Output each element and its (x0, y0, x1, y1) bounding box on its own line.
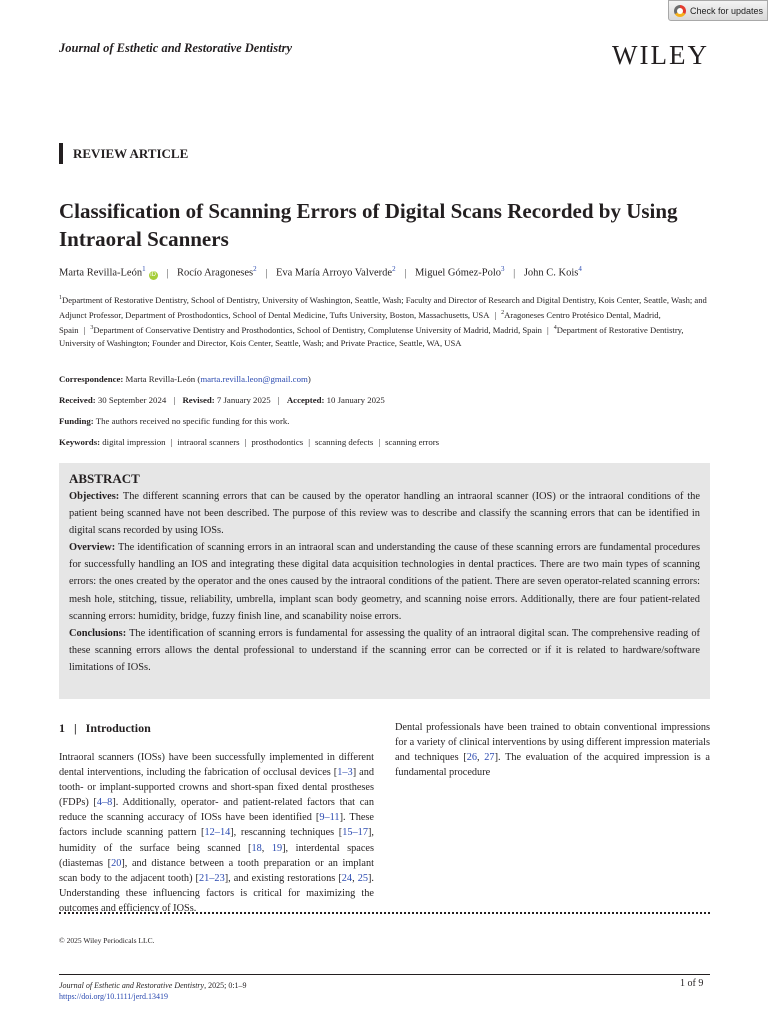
keywords-label: Keywords: (59, 437, 101, 447)
author-name[interactable]: Marta Revilla-León (59, 267, 143, 279)
doi-link[interactable]: https://doi.org/10.1111/jerd.13419 (59, 992, 168, 1001)
copyright-notice: © 2025 Wiley Periodicals LLC. (59, 936, 155, 945)
author-affiliation-marker: 4 (578, 265, 582, 273)
affiliation-marker: 3 (90, 325, 94, 332)
abstract-heading: ABSTRACT (69, 471, 140, 486)
correspondence-label: Correspondence: (59, 374, 124, 384)
abstract-objectives (69, 488, 700, 539)
author-name[interactable]: Eva María Arroyo Valverde (275, 267, 393, 279)
objectives-text: The different scanning errors that can be caused by the operator handling an intraoral scanner (IOS) or the intraoral conditions of the patient being scanned have not been described. The purpose of this review was to describe and classify the scanning errors that can be identified in digital scans recorded by using IOSs. (69, 491, 700, 537)
keyword: digital impression (102, 437, 166, 447)
author-name[interactable]: Miguel Gómez-Polo (414, 267, 501, 279)
affiliations: $^1$Department of Restorative Dentistry, School of Dentistry, University of Washington, Seattle, Wash; Faculty and Director of Research and Digital Dentistry, Kois Center, Seattle, Wash; and Adjunct Professor, Department of Prosthodontics, School of Dental Medicine, Tufts University, Boston, Massachusetts, USA | $^2$Aragoneses Centro Protésico Dental, Madrid, Spain | $^3$Department of Conservative Dentistry and Prosthodontics, School of Dentistry, Complutense University of Madrid, Madrid, Spain | $^4$Department of Restorative Dentistry, University of Washington; Founder and Director, Kois Center, Seattle, Wash; and Private Practice, Seattle, WA, USA (59, 294, 707, 349)
citation-link[interactable]: 27 (484, 752, 495, 764)
body-paragraph: Dental professionals have been trained to obtain conventional impressions for a variety of clinical interventions by using different impression materials and techniques [26, 27]. The evaluation of the acquired impression is a fundamental procedure (395, 722, 710, 779)
keywords-line: Keywords: digital impression | intraoral scanners | prosthodontics | scanning defects | scanning errors (59, 437, 440, 447)
revised-label: Revised: (182, 395, 215, 405)
accepted-label: Accepted: (286, 395, 325, 405)
affiliation-marker: 4 (553, 325, 557, 332)
citation-link[interactable]: 4–8 (96, 797, 113, 809)
affiliation-marker: 1 (59, 295, 62, 301)
funding-line (59, 415, 289, 427)
citation-link[interactable]: 25 (357, 872, 368, 884)
received-date: 30 September 2024 (97, 395, 167, 405)
orcid-icon[interactable]: iD (150, 271, 156, 278)
overview-label: Overview: (69, 542, 116, 554)
author-affiliation-marker: 1 (142, 265, 146, 273)
citation-link[interactable]: 1–3 (337, 767, 353, 779)
body-paragraph: Intraoral scanners (IOSs) have been successfully implemented in different dental interventions, including the fabrication of occlusal devices [1–3] and tooth- or implant-supported crowns and short-span fixed dental prostheses (FDPs) [4–8]. Additionally, operator- and patient-related factors that can reduce the scanning accuracy of IOSs have been identified [9–11]. These factors include scanning pattern [12–14], rescanning techniques [15–17], humidity of the surface being scanned [18, 19], interdental spaces (diastemas [20], and distance between a tooth preparation or an implant scan body to the adjacent tooth) [21–23], and existing restorations [24, 25]. Understanding these influencing factors is critical for maximizing the outcomes and efficiency of IOSs. (59, 752, 375, 914)
crossmark-icon (674, 5, 686, 17)
abstract-box (59, 463, 710, 699)
keyword: prosthodontics (251, 437, 304, 447)
article-type: REVIEW ARTICLE (59, 143, 188, 164)
page-number: 1 of 9 (680, 978, 704, 989)
citation-link[interactable]: 21–23 (198, 872, 225, 884)
author-affiliation-marker: 2 (253, 265, 257, 273)
abstract-conclusions (69, 625, 700, 676)
section-number: 1 (59, 721, 65, 735)
abstract-overview (69, 539, 700, 624)
keyword: intraoral scanners (177, 437, 240, 447)
affiliation-text: Department of Restorative Dentistry, School of Dentistry, University of Washington, Seattle, Wash; Faculty and Director of Research and Digital Dentistry, Kois Center, Seattle, Wash; and Adjunct Professor, Department of Prosthodontics, School of Dental Medicine, Tufts University, Boston, Massachusetts, USA (59, 294, 707, 320)
citation-link[interactable]: 9–11 (319, 812, 340, 824)
affiliation-text: Department of Restorative Dentistry, University of Washington; Founder and Director, Kois Center, Seattle, Wash; and Private Practice, Seattle, WA, USA (59, 324, 684, 349)
revised-date: 7 January 2025 (216, 395, 271, 405)
author-name[interactable]: Rocío Aragoneses (176, 267, 254, 279)
affiliation-text: Aragoneses Centro Protésico Dental, Madrid, Spain (59, 309, 661, 335)
journal-name: Journal of Esthetic and Restorative Dentistry (59, 41, 293, 55)
check-for-updates-button[interactable] (668, 0, 768, 21)
funding-text: The authors received no specific funding for this work. (95, 416, 290, 426)
affiliation-text: Department of Conservative Dentistry and Prosthodontics, School of Dentistry, Complutense University of Madrid, Madrid, Spain (93, 324, 542, 335)
conclusions-text: The identification of scanning errors is fundamental for assessing the quality of an intraoral digital scan. The comprehensive reading of these scanning errors allows the dental professional to understand if the scanning error can be corrected or if it is related to hardware/software limitations of IOSs. (69, 627, 700, 673)
dates-line: Received: 30 September 2024 | Revised: 7 January 2025 | Accepted: 10 January 2025 (59, 395, 385, 405)
publisher-logo: WILEY (612, 40, 709, 70)
citation-link[interactable]: 15–17 (342, 827, 368, 839)
keyword: scanning errors (385, 437, 440, 447)
author-affiliation-marker: 2 (392, 265, 396, 273)
footer-citation (59, 980, 247, 991)
article-title: Classification of Scanning Errors of Digital Scans Recorded by Using Intraoral Scanners (59, 199, 678, 251)
correspondence-line: Correspondence: Marta Revilla-León (marta.revilla.leon@gmail.com) (59, 374, 311, 384)
objectives-label: Objectives: (69, 491, 120, 502)
section-heading: 1 | Introduction (59, 721, 151, 735)
footnote-divider (59, 912, 710, 914)
footer-volume: , 2025; 0:1–9 (204, 981, 247, 990)
correspondence-name: Marta Revilla-León (125, 374, 196, 384)
author-affiliation-marker: 3 (500, 265, 505, 273)
funding-label: Funding: (59, 416, 94, 426)
author-list: Marta Revilla-León$^1$iD | Rocío Aragoneses$^2$ | Eva María Arroyo Valverde$^2$ | Miguel Gómez-Polo$^3$ | John C. Kois$^4$ (59, 265, 582, 279)
correspondence-email-link[interactable]: marta.revilla.leon@gmail.com (200, 374, 308, 384)
check-for-updates-label: Check for updates (690, 5, 764, 16)
citation-link[interactable]: 24 (341, 872, 353, 884)
accepted-date: 10 January 2025 (326, 395, 385, 405)
citation-link[interactable]: 12–14 (204, 827, 231, 839)
overview-text: The identification of scanning errors in an intraoral scan and understanding the cause of these scanning errors are fundamental procedures for successfully handling an IOS and integrating these digital data acquisition technologies in dental practices. There are two main types of scanning errors: the ones created by the operator and the ones caused by the intraoral conditions of the patient. There are seven operator-related scanning errors: mesh hole, stitching, tissue, reliability, umbrella, implant scan body geometry, and scanning noise errors. Additionally, there are four patient-related scanning errors: humidity, bridge, fuzzy finish line, and scanability noise errors. (69, 542, 700, 622)
conclusions-label: Conclusions: (69, 627, 127, 639)
received-label: Received: (59, 395, 96, 405)
citation-link[interactable]: 19 (271, 842, 283, 854)
keyword: scanning defects (314, 437, 374, 447)
citation-link[interactable]: 18 (251, 842, 262, 854)
author-name[interactable]: John C. Kois (523, 267, 579, 279)
section-title: Introduction (85, 721, 151, 735)
body-column-right (395, 720, 710, 795)
citation-link[interactable]: 20 (111, 857, 122, 869)
footer-journal-name: Journal of Esthetic and Restorative Dentistry (59, 981, 205, 990)
citation-link[interactable]: 26 (466, 752, 477, 764)
body-column-left (59, 720, 374, 931)
affiliation-marker: 2 (501, 310, 505, 317)
footer-divider (59, 974, 710, 975)
